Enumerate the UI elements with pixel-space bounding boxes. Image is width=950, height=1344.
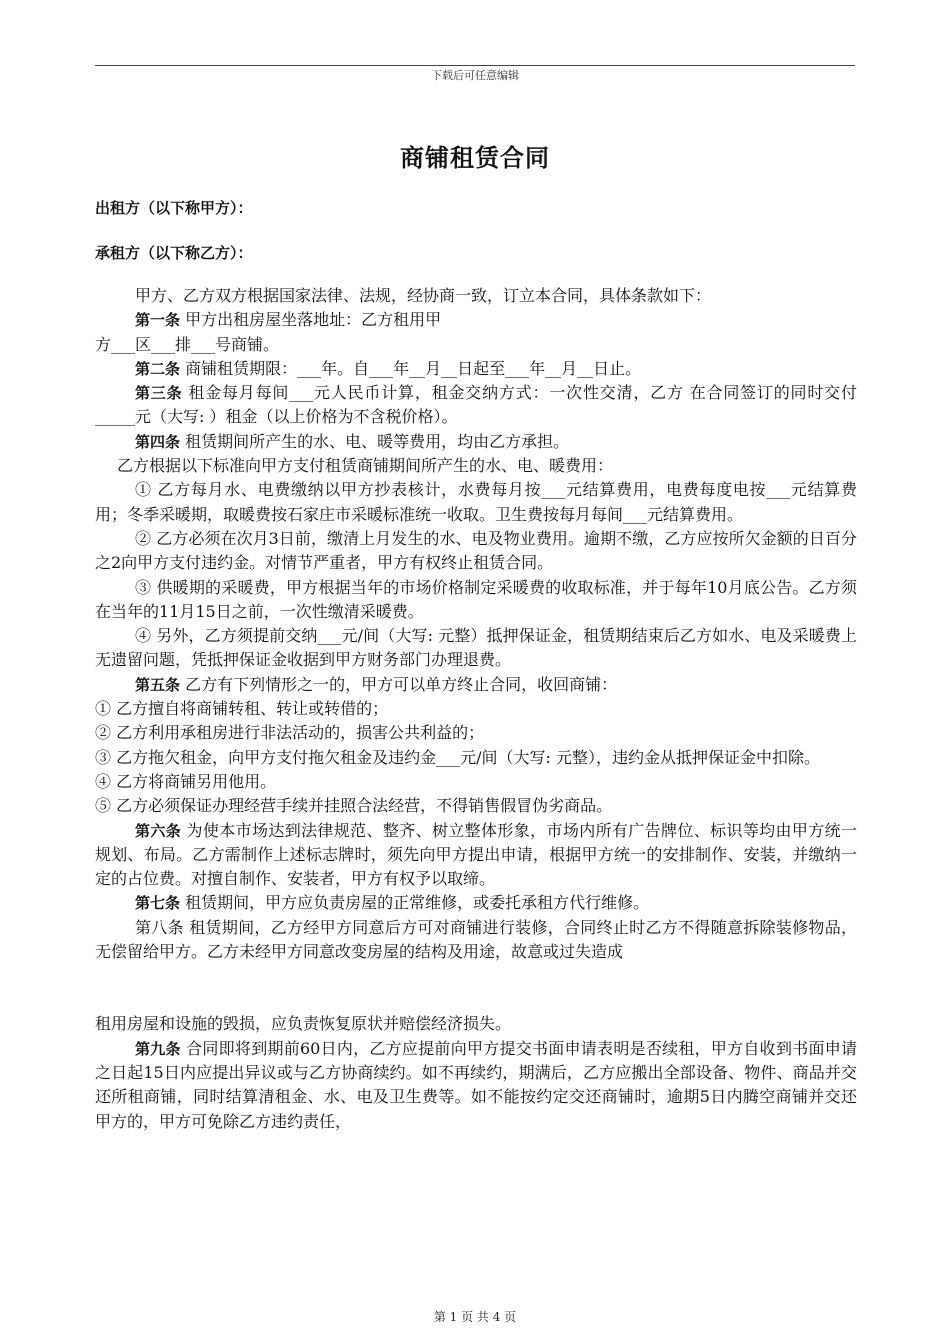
article-3-text: 租金每月每间___元人民币计算，租金交纳方式：一次性交清，乙方 在合同签订的同时交付_____元（大写: ）租金（以上价格为不含税价格）。 bbox=[95, 383, 857, 427]
article-5-item-2: ② 乙方利用承租房进行非法活动的，损害公共利益的； bbox=[95, 723, 485, 743]
article-9 bbox=[95, 1037, 857, 1134]
article-5 bbox=[95, 673, 857, 697]
article-5-item-5: ⑤ 乙方必须保证办理经营手续并挂照合法经营，不得销售假冒伪劣商品。 bbox=[95, 796, 613, 816]
article-2-label: 第二条 bbox=[135, 359, 181, 378]
lessor-line: 出租方（以下称甲方）： bbox=[95, 199, 253, 217]
article-1 bbox=[95, 308, 857, 332]
lessee-line: 承租方（以下称乙方）： bbox=[95, 244, 253, 262]
article-7-text: 租赁期间，甲方应负责房屋的正常维修，或委托承租方代行维修。 bbox=[180, 893, 650, 913]
article-1-label: 第一条 bbox=[135, 311, 181, 330]
article-6-label: 第六条 bbox=[135, 821, 182, 840]
header-rule bbox=[95, 65, 855, 66]
article-3-label: 第三条 bbox=[135, 384, 183, 403]
article-5-item-3: ③ 乙方拖欠租金，向甲方支付拖欠租金及违约金___元/间（大写: 元整），违约金从抵押保证金中扣除。 bbox=[95, 747, 820, 767]
article-1-continued: 方___区___排___号商铺。 bbox=[95, 334, 280, 354]
article-8: 第八条 租赁期间，乙方经甲方同意后方可对商铺进行装修，合同终止时乙方不得随意拆除装修物品，无偿留给甲方。乙方未经甲方同意改变房屋的结构及用途，故意或过失造成 bbox=[95, 917, 857, 962]
header-note: 下载后可任意编辑 bbox=[431, 69, 519, 82]
page-footer: 第 1 页 共 4 页 bbox=[433, 1310, 517, 1324]
article-3 bbox=[95, 381, 857, 430]
page-break-gap bbox=[95, 964, 857, 1012]
article-5-text: 乙方有下列情形之一的，甲方可以单方终止合同，收回商铺： bbox=[180, 674, 618, 694]
article-1-text: 甲方出租房屋坐落地址：乙方租用甲 bbox=[180, 310, 442, 330]
article-8-continued: 租用房屋和设施的毁损，应负责恢复原状并赔偿经济损失。 bbox=[95, 1014, 512, 1034]
article-5-item-1: ① 乙方擅自将商铺转租、转让或转借的； bbox=[95, 699, 389, 719]
article-4-item-3: ③ 供暖期的采暖费，甲方根据当年的市场价格制定采暖费的收取标准，并于每年10月底公告。乙方须在当年的11月15日之前，一次性缴清采暖费。 bbox=[95, 577, 857, 621]
contract-body bbox=[95, 284, 857, 1134]
article-6 bbox=[95, 819, 857, 892]
document-title: 商铺租赁合同 bbox=[400, 144, 550, 172]
article-6-text: 为使本市场达到法律规范、整齐、树立整体形象，市场内所有广告牌位、标识等均由甲方统一规划、布局。乙方需制作上述标志牌时，须先向甲方提出申请，根据甲方统一的安排制作、安装，并缴纳一定的占位费。对擅自制作、安装者，甲方有权予以取缔。 bbox=[95, 820, 857, 889]
article-4-label: 第四条 bbox=[135, 432, 181, 451]
article-2 bbox=[95, 357, 857, 381]
article-4-subtitle: 乙方根据以下标准向甲方支付租赁商铺期间所产生的水、电、暖费用： bbox=[117, 456, 614, 476]
article-4-item-4: ④ 另外，乙方须提前交纳___元/间（大写: 元整）抵押保证金，租赁期结束后乙方如水、电及采暖费上无遗留问题，凭抵押保证金收据到甲方财务部门办理退费。 bbox=[95, 626, 857, 670]
article-9-label: 第九条 bbox=[135, 1039, 181, 1058]
article-7-label: 第七条 bbox=[135, 894, 181, 913]
article-4 bbox=[95, 430, 857, 454]
article-5-item-4: ④ 乙方将商铺另用他用。 bbox=[95, 771, 277, 791]
intro-paragraph: 甲方、乙方双方根据国家法律、法规，经协商一致，订立本合同，具体条款如下： bbox=[135, 286, 712, 305]
article-4-text: 租赁期间所产生的水、电、暖等费用，均由乙方承担。 bbox=[180, 431, 570, 451]
article-2-text: 商铺租赁期限：___年。自___年__月__日起至___年__月__日止。 bbox=[180, 358, 642, 378]
article-4-item-2: ② 乙方必须在次月3日前，缴清上月发生的水、电及物业费用。逾期不缴，乙方应按所欠金额的日百分之2向甲方支付违约金。对情节严重者，甲方有权终止租赁合同。 bbox=[95, 528, 857, 573]
article-7 bbox=[95, 891, 857, 915]
article-4-item-1: ① 乙方每月水、电费缴纳以甲方抄表核计，水费每月按___元结算费用，电费每度电按___元结算费用；冬季采暖期，取暖费按石家庄市采暖标准统一收取。卫生费按每月每间___元结算费用。 bbox=[95, 480, 857, 524]
article-5-label: 第五条 bbox=[135, 675, 181, 694]
article-9-text: 合同即将到期前60日内，乙方应提前向甲方提交书面申请表明是否续租，甲方自收到书面申请之日起15日内应提出异议或与乙方协商续约。如不再续约，期满后，乙方应搬出全部设备、物件、商品并交还所租商铺，同时结算清租金、水、电及卫生费等。如不能按约定交还商铺时，逾期5日内腾空商铺并交还甲方的，甲方可免除乙方违约责任， bbox=[95, 1038, 857, 1131]
